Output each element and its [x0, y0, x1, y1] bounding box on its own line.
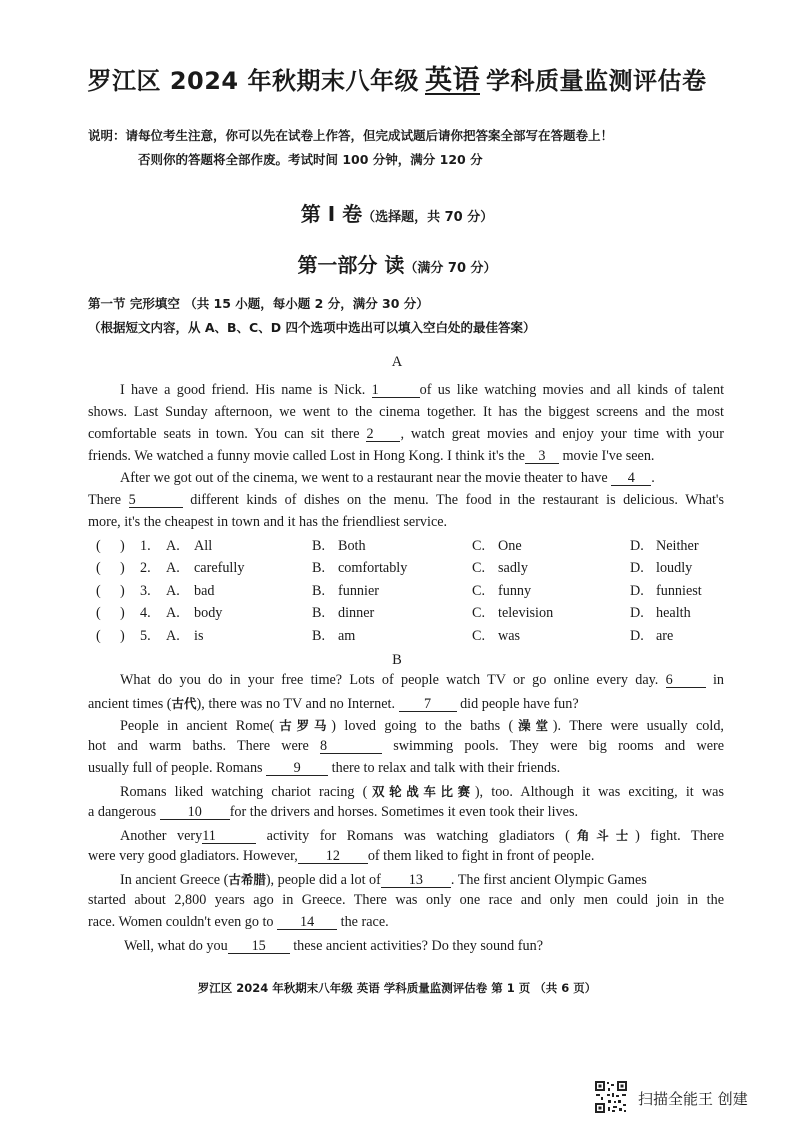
- option-d: funniest: [656, 582, 702, 599]
- text: There: [88, 492, 122, 508]
- question-number: 3.: [140, 582, 151, 599]
- option-letter-c: C.: [472, 627, 486, 644]
- blank-3: 3: [525, 449, 559, 464]
- option-letter-c: C.: [472, 560, 486, 577]
- option-letter-d: D.: [630, 560, 644, 577]
- passage-a-label: A: [391, 354, 403, 370]
- answer-paren-open: (: [96, 627, 101, 644]
- option-d: are: [656, 627, 674, 644]
- option-letter-a: A.: [166, 605, 180, 622]
- option-letter-b: B.: [312, 605, 326, 622]
- volume-title: 第 I 卷: [300, 202, 363, 226]
- answer-paren-open: (: [96, 605, 101, 622]
- text: ) fight. There: [635, 828, 725, 844]
- blank-10: 10: [160, 805, 230, 820]
- passage-a-line-3: [88, 426, 724, 443]
- volume-heading: [0, 198, 794, 227]
- answer-paren-close: ): [120, 605, 125, 622]
- text: ), too. Although it was exciting, it was: [474, 784, 724, 800]
- text: Another very: [120, 828, 203, 844]
- text: hot and warm baths. There were: [88, 738, 309, 754]
- text: the race.: [340, 914, 389, 930]
- text: ) loved going to the baths (: [331, 718, 514, 734]
- text: Well, what do you: [124, 938, 228, 954]
- text: Romans liked watching chariot racing (: [120, 784, 368, 800]
- option-c: funny: [498, 582, 532, 599]
- blank-7: 7: [399, 697, 457, 712]
- passage-a-line-4: [88, 448, 724, 465]
- option-letter-b: B.: [312, 560, 326, 577]
- passage-b-line-12: [88, 914, 724, 931]
- option-a: bad: [194, 582, 215, 599]
- text: In ancient Greece (: [120, 872, 229, 888]
- option-letter-d: D.: [630, 605, 644, 622]
- option-b: funnier: [338, 582, 379, 599]
- option-letter-b: B.: [312, 627, 326, 644]
- option-letter-c: C.: [472, 582, 486, 599]
- option-d: loudly: [656, 560, 693, 577]
- text: What do you do in your free time? Lots of people watch TV or go online every day.: [120, 672, 659, 688]
- text: these ancient activities? Do they sound fun?: [293, 938, 543, 954]
- option-letter-a: A.: [166, 560, 180, 577]
- answer-paren-close: ): [120, 538, 125, 554]
- text: movie I've seen.: [562, 448, 655, 464]
- passage-b-line-4: [88, 738, 724, 755]
- blank-5: 5: [129, 493, 183, 508]
- option-b: dinner: [338, 605, 375, 622]
- text: comfortable seats in town. You can sit there: [88, 426, 360, 442]
- option-letter-b: B.: [312, 538, 326, 554]
- blank-9: 9: [266, 761, 328, 776]
- qr-code-icon: [594, 1080, 628, 1114]
- text: 澡堂: [513, 718, 553, 733]
- section-title: 第一节 完形填空 （共 15 小题，每小题 2 分，满分 30 分）: [88, 296, 429, 311]
- blank-8: 8: [320, 739, 382, 754]
- part-title: 第一部分 读: [297, 253, 405, 277]
- option-c: was: [498, 627, 521, 644]
- passage-b-line-6: [120, 782, 724, 801]
- text: different kinds of dishes on the menu. The food in the restaurant is delicious. What's: [190, 492, 725, 508]
- blank-2: 2: [366, 427, 400, 442]
- blank-1: 1: [372, 383, 420, 398]
- text: 角斗士: [569, 828, 636, 843]
- text: 古罗马: [274, 718, 332, 733]
- option-a: body: [194, 605, 223, 622]
- text: , watch great movies and enjoy your time with your: [400, 426, 724, 442]
- part-note: （满分 70 分）: [404, 261, 497, 276]
- option-b: comfortably: [338, 560, 408, 577]
- blank-13: 13: [381, 873, 451, 888]
- blank-12: 12: [298, 849, 368, 864]
- text: ancient times (: [88, 696, 172, 712]
- text: . The first ancient Olympic Games: [450, 872, 647, 888]
- answer-paren-open: (: [96, 582, 101, 599]
- volume-note: （选择题，共 70 分）: [362, 210, 494, 225]
- section-direction: （根据短文内容，从 A、B、C、D 四个选项中选出可以填入空白处的最佳答案）: [88, 320, 536, 335]
- blank-14: 14: [277, 915, 337, 930]
- option-c: sadly: [498, 560, 528, 577]
- passage-a-line-2: shows. Last Sunday afternoon, we went to the cinema together. It has the biggest screens and the most: [88, 404, 724, 420]
- passage-b-line-3: [120, 716, 724, 735]
- passage-b-line-11: started about 2,800 years ago in Greece. There was only one race and only men could join in the: [88, 892, 724, 908]
- text: for the drivers and horses. Sometimes it even took their lives.: [229, 804, 579, 820]
- option-d: health: [656, 605, 691, 622]
- blank-11: 11: [202, 829, 256, 844]
- title-left: 罗江区 2024 年秋期末八年级: [87, 67, 419, 95]
- passage-b-line-8: [120, 826, 724, 845]
- text: People in ancient Rome(: [120, 718, 275, 734]
- option-a: All: [194, 538, 213, 554]
- text: 古代: [171, 696, 197, 711]
- blank-6: 6: [666, 673, 706, 688]
- answer-paren-close: ): [120, 560, 125, 577]
- passage-b-line-10: [120, 870, 756, 889]
- option-b: am: [338, 627, 356, 644]
- passage-b-line-7: [88, 804, 724, 821]
- instructions-line-1: 说明：请每位考生注意，你可以先在试卷上作答，但完成试题后请你把答案全部写在答题卷上！: [88, 128, 614, 143]
- answer-paren-close: ): [120, 582, 125, 599]
- text: activity for Romans was watching gladiators (: [266, 828, 570, 844]
- option-letter-a: A.: [166, 538, 180, 554]
- text: ), there was no TV and no Internet.: [196, 696, 395, 712]
- text: there to relax and talk with their friends.: [331, 760, 561, 776]
- passage-b-line-13: [124, 938, 760, 955]
- text: 古希腊: [228, 872, 266, 887]
- text: .: [651, 470, 655, 486]
- passage-a-line-5: [120, 470, 756, 487]
- option-a: is: [194, 627, 204, 644]
- text: usually full of people. Romans: [88, 760, 263, 776]
- option-a: carefully: [194, 560, 245, 577]
- blank-15: 15: [228, 939, 290, 954]
- passage-a-line-7: more, it's the cheapest in town and it has the friendliest service.: [88, 514, 448, 530]
- option-c: One: [498, 538, 522, 554]
- page-footer: 罗江区 2024 年秋期末八年级 英语 学科质量监测评估卷 第 1 页 （共 6 页）: [197, 981, 597, 995]
- passage-b-line-9: [88, 848, 724, 865]
- text: of them liked to fight in front of people.: [367, 848, 595, 864]
- option-c: television: [498, 605, 554, 622]
- option-b: Both: [338, 538, 366, 554]
- option-d: Neither: [656, 538, 699, 554]
- text: race. Women couldn't even go to: [88, 914, 274, 930]
- blank-4: 4: [611, 471, 651, 486]
- text: were very good gladiators. However,: [88, 848, 298, 864]
- question-number: 2.: [140, 560, 151, 577]
- text: a dangerous: [88, 804, 157, 820]
- passage-a-line-6: [88, 492, 724, 509]
- text: ). There were usually cold,: [552, 718, 724, 734]
- passage-b-line-1: [120, 672, 724, 689]
- exam-title: [0, 58, 794, 97]
- text: After we got out of the cinema, we went to a restaurant near the movie theater to have: [120, 470, 608, 486]
- option-letter-d: D.: [630, 538, 644, 554]
- passage-b-label: B: [392, 652, 402, 668]
- passage-a-line-1: [120, 382, 724, 399]
- option-letter-a: A.: [166, 582, 180, 599]
- answer-paren-open: (: [96, 560, 101, 577]
- option-letter-a: A.: [166, 627, 180, 644]
- option-letter-b: B.: [312, 582, 326, 599]
- question-number: 4.: [140, 605, 151, 622]
- question-number: 1.: [140, 538, 151, 554]
- text: friends. We watched a funny movie called Lost in Hong Kong. I think it's the: [88, 448, 525, 464]
- text: did people have fun?: [460, 696, 579, 712]
- question-number: 5.: [140, 627, 151, 644]
- option-letter-c: C.: [472, 538, 486, 554]
- passage-b-line-5: [88, 760, 724, 777]
- answer-paren-open: (: [96, 538, 101, 554]
- option-letter-c: C.: [472, 605, 486, 622]
- option-letter-d: D.: [630, 582, 644, 599]
- text: of us like watching movies and all kinds of talent: [419, 382, 725, 398]
- option-letter-d: D.: [630, 627, 644, 644]
- text: in: [712, 672, 725, 688]
- text: swimming pools. They were big rooms and were: [393, 738, 725, 754]
- text: ), people did a lot of: [265, 872, 381, 888]
- passage-b-line-2: [88, 694, 724, 713]
- text: I have a good friend. His name is Nick.: [120, 382, 366, 398]
- answer-paren-close: ): [120, 627, 125, 644]
- text: 双轮战车比赛: [367, 784, 475, 799]
- instructions-line-2: 否则你的答题将全部作废。考试时间 100 分钟，满分 120 分: [138, 152, 483, 167]
- title-right: 学科质量监测评估卷: [486, 67, 707, 95]
- scanner-app-label: 扫描全能王 创建: [638, 1090, 748, 1108]
- part-heading: [0, 249, 794, 278]
- title-subject: 英语: [425, 65, 480, 96]
